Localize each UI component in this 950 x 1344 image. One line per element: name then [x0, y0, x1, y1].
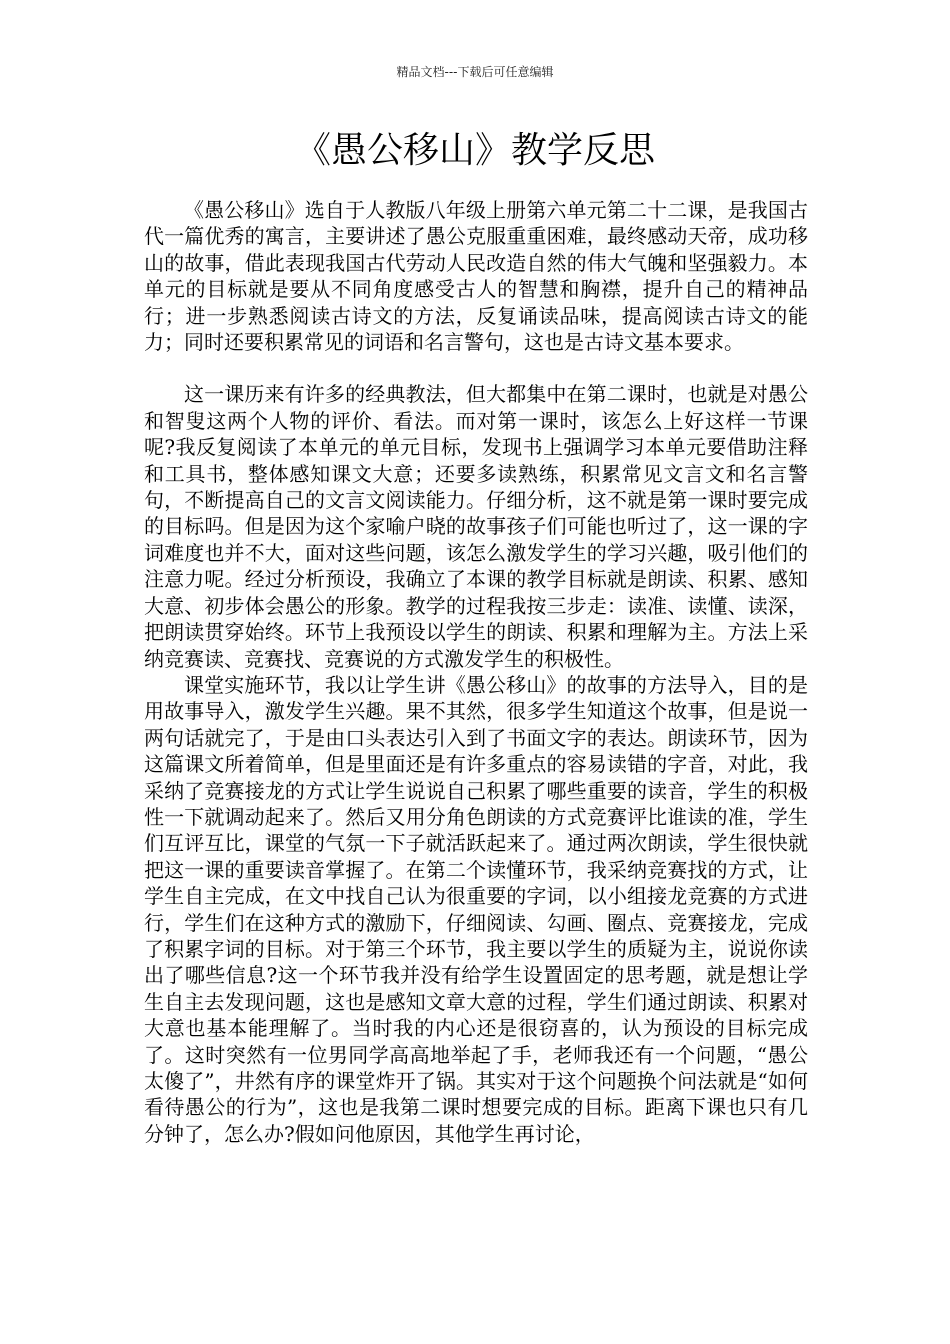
document-title: 《愚公移山》教学反思 [294, 130, 655, 171]
page-header: 精品文档---下载后可任意编辑 [396, 65, 554, 79]
document-body [144, 197, 808, 1147]
paragraph-3: 课堂实施环节，我以让学生讲《愚公移山》的故事的方法导入，目的是用故事导入，激发学生兴趣。果不其然，很多学生知道这个故事，但是说一两句话就完了，于是由口头表达引入到了书面文字的表达。朗读环节，因为这篇课文所着简单，但是里面还是有许多重点的容易读错的字音，对此，我采纳了竞赛接龙的方式让学生说说自己积累了哪些重要的读音，学生的积极性一下就调动起来了。然后又用分角色朗读的方式竞赛评比谁读的准，学生们互评互比，课堂的气氛一下子就活跃起来了。通过两次朗读，学生很快就把这一课的重要读音掌握了。在第二个读懂环节，我采纳竞赛找的方式，让学生自主完成，在文中找自己认为很重要的字词，以小组接龙竞赛的方式进行，学生们在这种方式的激励下，仔细阅读、勾画、圈点、竞赛接龙，完成了积累字词的目标。对于第三个环节，我主要以学生的质疑为主，说说你读出了哪些信息?这一个环节我并没有给学生设置固定的思考题，就是想让学生自主去发现问题，这也是感知文章大意的过程，学生们通过朗读、积累对大意也基本能理解了。当时我的内心还是很窃喜的，认为预设的目标完成了。这时突然有一位男同学高高地举起了手，老师我还有一个问题，“愚公太傻了”，井然有序的课堂炸开了锅。其实对于这个问题换个问法就是“如何看待愚公的行为”，这也是我第二课时想要完成的目标。距离下课也只有几分钟了，怎么办?假如问他原因，其他学生再讨论， [144, 672, 808, 1146]
paragraph-gap [144, 355, 808, 381]
paragraph-1: 《愚公移山》选自于人教版八年级上册第六单元第二十二课，是我国古代一篇优秀的寓言，主要讲述了愚公克服重重困难，最终感动天帝，成功移山的故事，借此表现我国古代劳动人民改造自然的伟大气魄和坚强毅力。本单元的目标就是要从不同角度感受古人的智慧和胸襟，提升自己的精神品行；进一步熟悉阅读古诗文的方法，反复诵读品味，提高阅读古诗文的能力；同时还要积累常见的词语和名言警句，这也是古诗文基本要求。 [144, 198, 808, 355]
paragraph-2: 这一课历来有许多的经典教法，但大都集中在第二课时，也就是对愚公和智叟这两个人物的评价、看法。而对第一课时，该怎么上好这样一节课呢?我反复阅读了本单元的单元目标，发现书上强调学习本单元要借助注释和工具书，整体感知课文大意；还要多读熟练，积累常见文言文和名言警句，不断提高自己的文言文阅读能力。仔细分析，这不就是第一课时要完成的目标吗。但是因为这个家喻户晓的故事孩子们可能也听过了，这一课的字词难度也并不大，面对这些问题，该怎么激发学生的学习兴趣，吸引他们的注意力呢。经过分析预设，我确立了本课的教学目标就是朗读、积累、感知大意、初步体会愚公的形象。教学的过程我按三步走：读准、读懂、读深，把朗读贯穿始终。环节上我预设以学生的朗读、积累和理解为主。方法上采纳竞赛读、竞赛找、竞赛说的方式激发学生的积极性。 [144, 382, 808, 671]
